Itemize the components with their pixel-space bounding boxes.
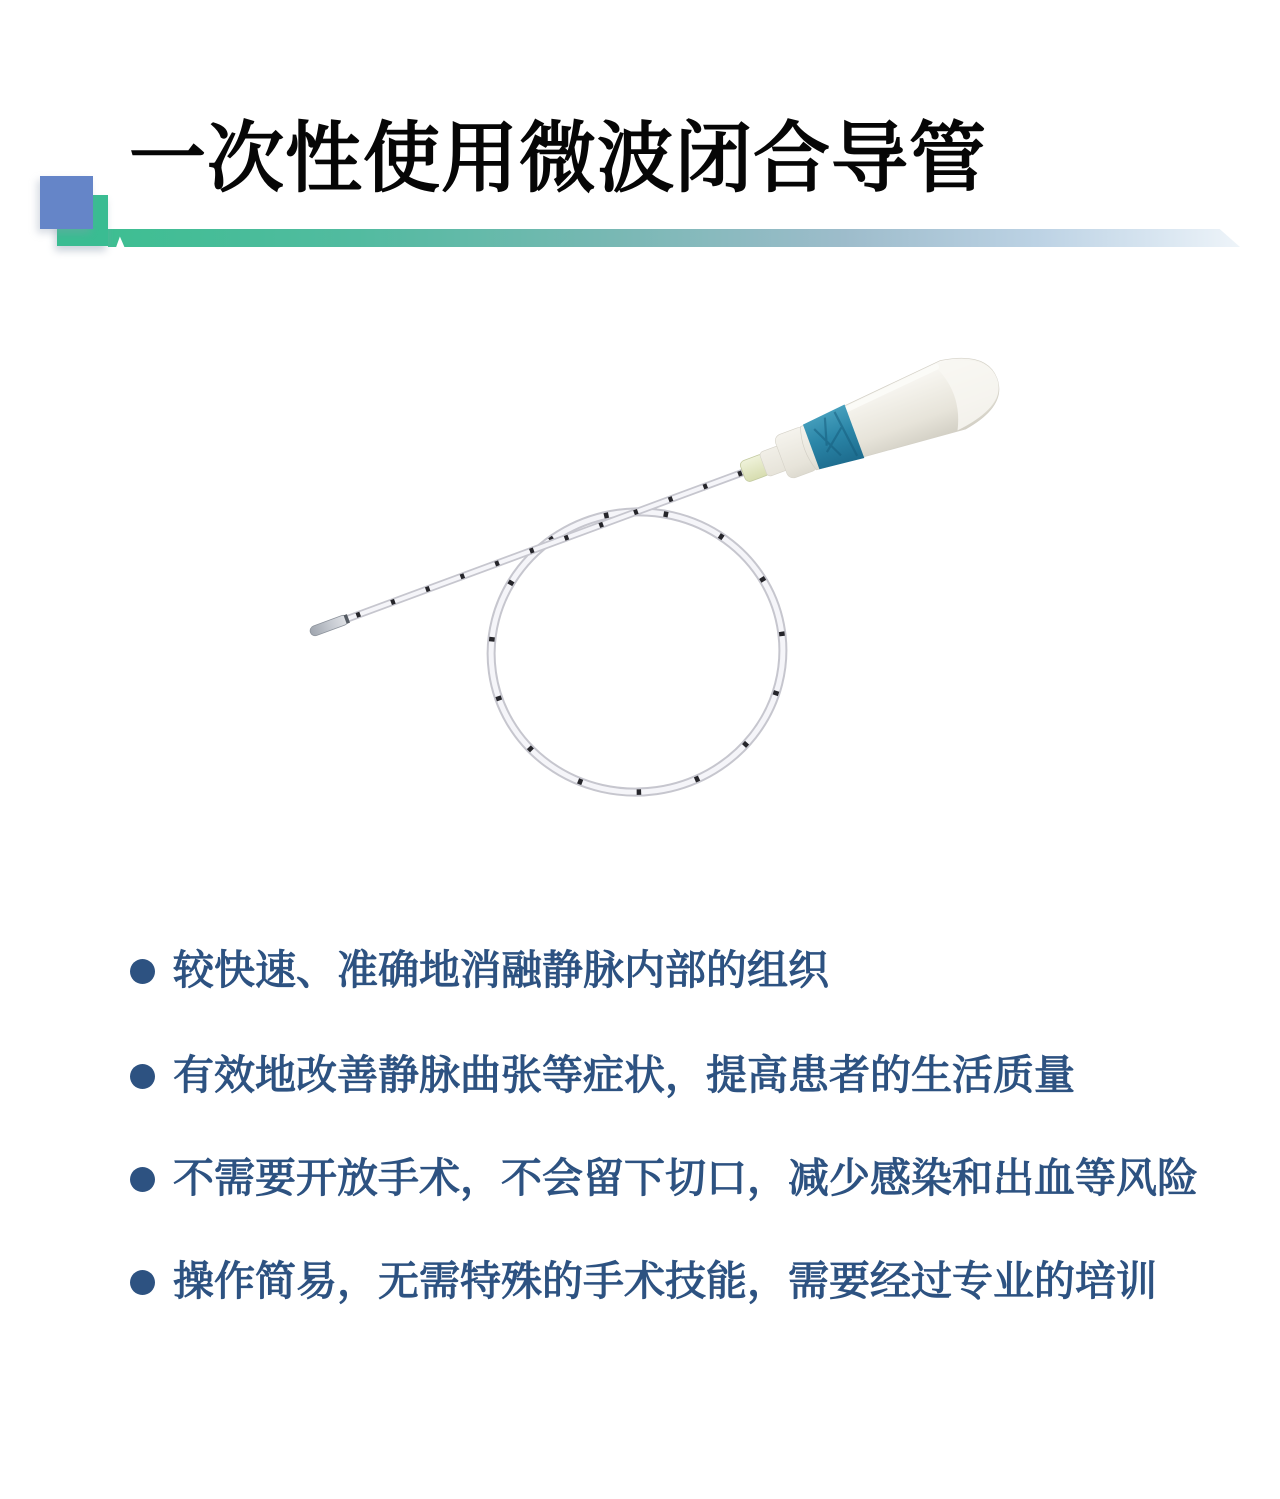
list-item <box>130 1155 1198 1203</box>
bullet-text: 较快速、准确地消融静脉内部的组织 <box>173 947 829 994</box>
catheter-handle-illustration <box>298 344 1010 666</box>
list-item <box>130 1052 1075 1100</box>
page-title: 一次性使用微波闭合导管 <box>129 116 987 202</box>
header-accent-bar <box>108 229 1240 247</box>
bullet-dot-icon <box>130 1270 155 1295</box>
list-item <box>130 947 829 995</box>
bullet-text: 不需要开放手术，不会留下切口，减少感染和出血等风险 <box>173 1155 1198 1202</box>
connector <box>739 453 771 483</box>
header-accent-square-blue <box>40 176 93 229</box>
catheter-shaft <box>328 470 748 625</box>
bullet-dot-icon <box>130 959 155 984</box>
list-item <box>130 1258 1157 1306</box>
bullet-text: 有效地改善静脉曲张等症状，提高患者的生活质量 <box>173 1052 1075 1099</box>
metal-tip <box>309 614 350 637</box>
bullet-dot-icon <box>130 1064 155 1089</box>
bullet-dot-icon <box>130 1167 155 1192</box>
bullet-text: 操作简易，无需特殊的手术技能，需要经过专业的培训 <box>173 1258 1157 1305</box>
catheter-loop-illustration <box>473 493 801 811</box>
handle-band <box>801 404 864 473</box>
shaft-depth-marks <box>356 472 744 616</box>
handle-body <box>792 344 1010 484</box>
